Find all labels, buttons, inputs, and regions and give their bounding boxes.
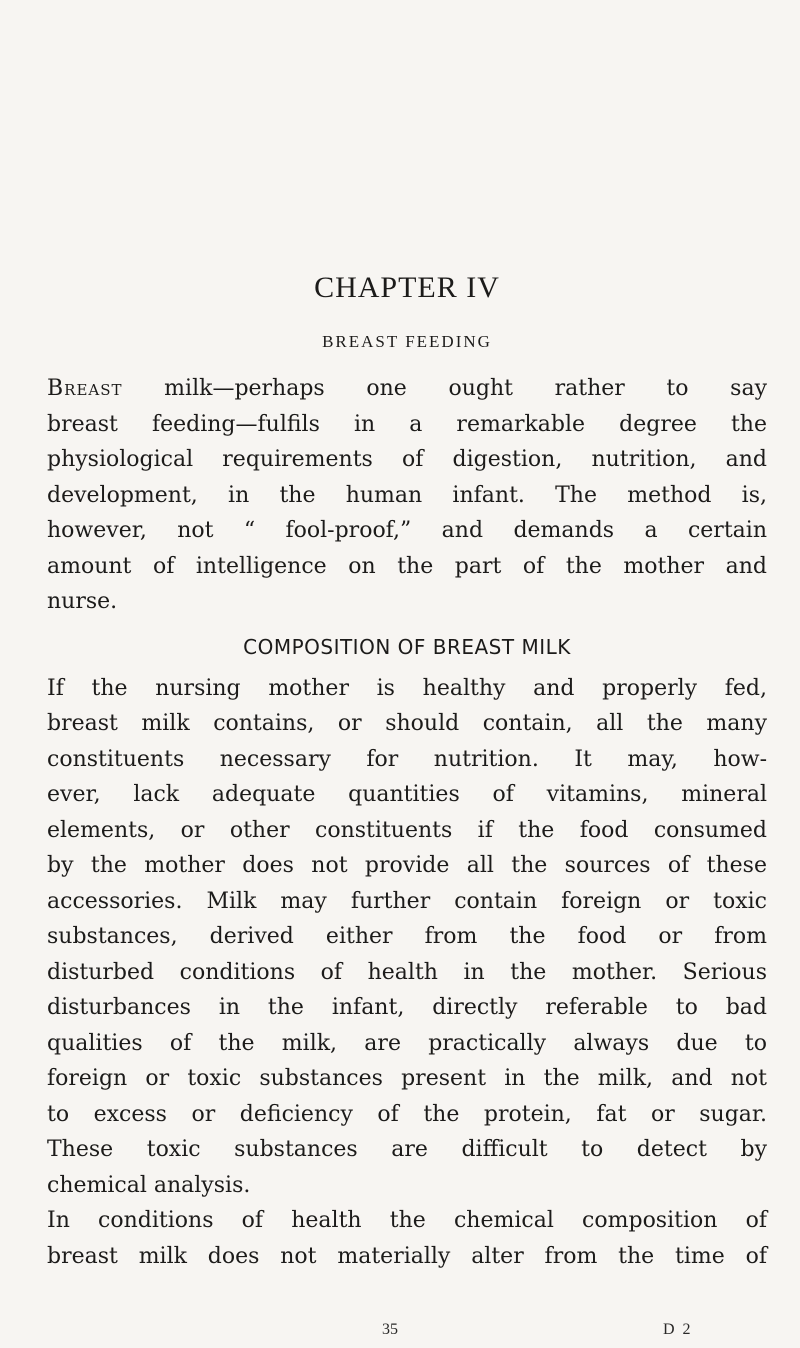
text-line: disturbances in the infant, directly referable to bad <box>47 995 767 1020</box>
text-line: breast milk contains, or should contain, all the many <box>47 711 767 736</box>
composition-heading: COMPOSITION OF BREAST MILK <box>243 634 571 659</box>
composition-paragraph-1 <box>47 671 767 1204</box>
text-line: substances, derived either from the food or from <box>47 924 767 949</box>
text-line: amount of intelligence on the part of the mother and <box>47 553 767 579</box>
page-body <box>47 270 767 1274</box>
text-line: development, in the human infant. The method is, <box>47 482 767 508</box>
text-line: foreign or toxic substances present in the milk, and not <box>47 1066 767 1091</box>
text-line: chemical analysis. <box>47 1172 251 1198</box>
text-line: qualities of the milk, are practically always due to <box>47 1030 767 1056</box>
text-line: nurse. <box>47 589 118 614</box>
text-line: If the nursing mother is healthy and properly fed, <box>47 675 767 701</box>
text-line: accessories. Milk may further contain foreign or toxic <box>47 888 767 914</box>
text-line: breast feeding—fulfils in a remarkable degree the <box>47 411 767 437</box>
page-number: 35 <box>382 1321 398 1338</box>
signature-mark: D 2 <box>663 1321 693 1338</box>
text-line: constituents necessary for nutrition. It may, how- <box>47 746 767 772</box>
text-line: These toxic substances are difficult to detect by <box>47 1137 767 1162</box>
text-line: by the mother does not provide all the sources of these <box>47 853 767 878</box>
lead-word: Breast <box>47 376 123 401</box>
composition-paragraph-2 <box>47 1203 767 1274</box>
text-line: elements, or other constituents if the food consumed <box>47 817 767 843</box>
text-line: disturbed conditions of health in the mother. Serious <box>47 959 767 985</box>
text-line: breast milk does not materially alter from the time of <box>47 1243 767 1269</box>
text-line: ever, lack adequate quantities of vitamins, mineral <box>47 782 767 807</box>
chapter-title: CHAPTER IV <box>314 271 500 304</box>
text-line: In conditions of health the chemical composition of <box>47 1208 767 1233</box>
text-line: however, not “ fool-proof,” and demands a certain <box>47 518 767 543</box>
text-line <box>47 371 767 407</box>
intro-paragraph <box>47 371 767 620</box>
text-line: to excess or deficiency of the protein, fat or sugar. <box>47 1101 767 1127</box>
section-title: BREAST FEEDING <box>322 332 492 351</box>
text-line: physiological requirements of digestion, nutrition, and <box>47 447 767 472</box>
text-line-content: milk—perhaps one ought rather to say <box>122 376 767 401</box>
